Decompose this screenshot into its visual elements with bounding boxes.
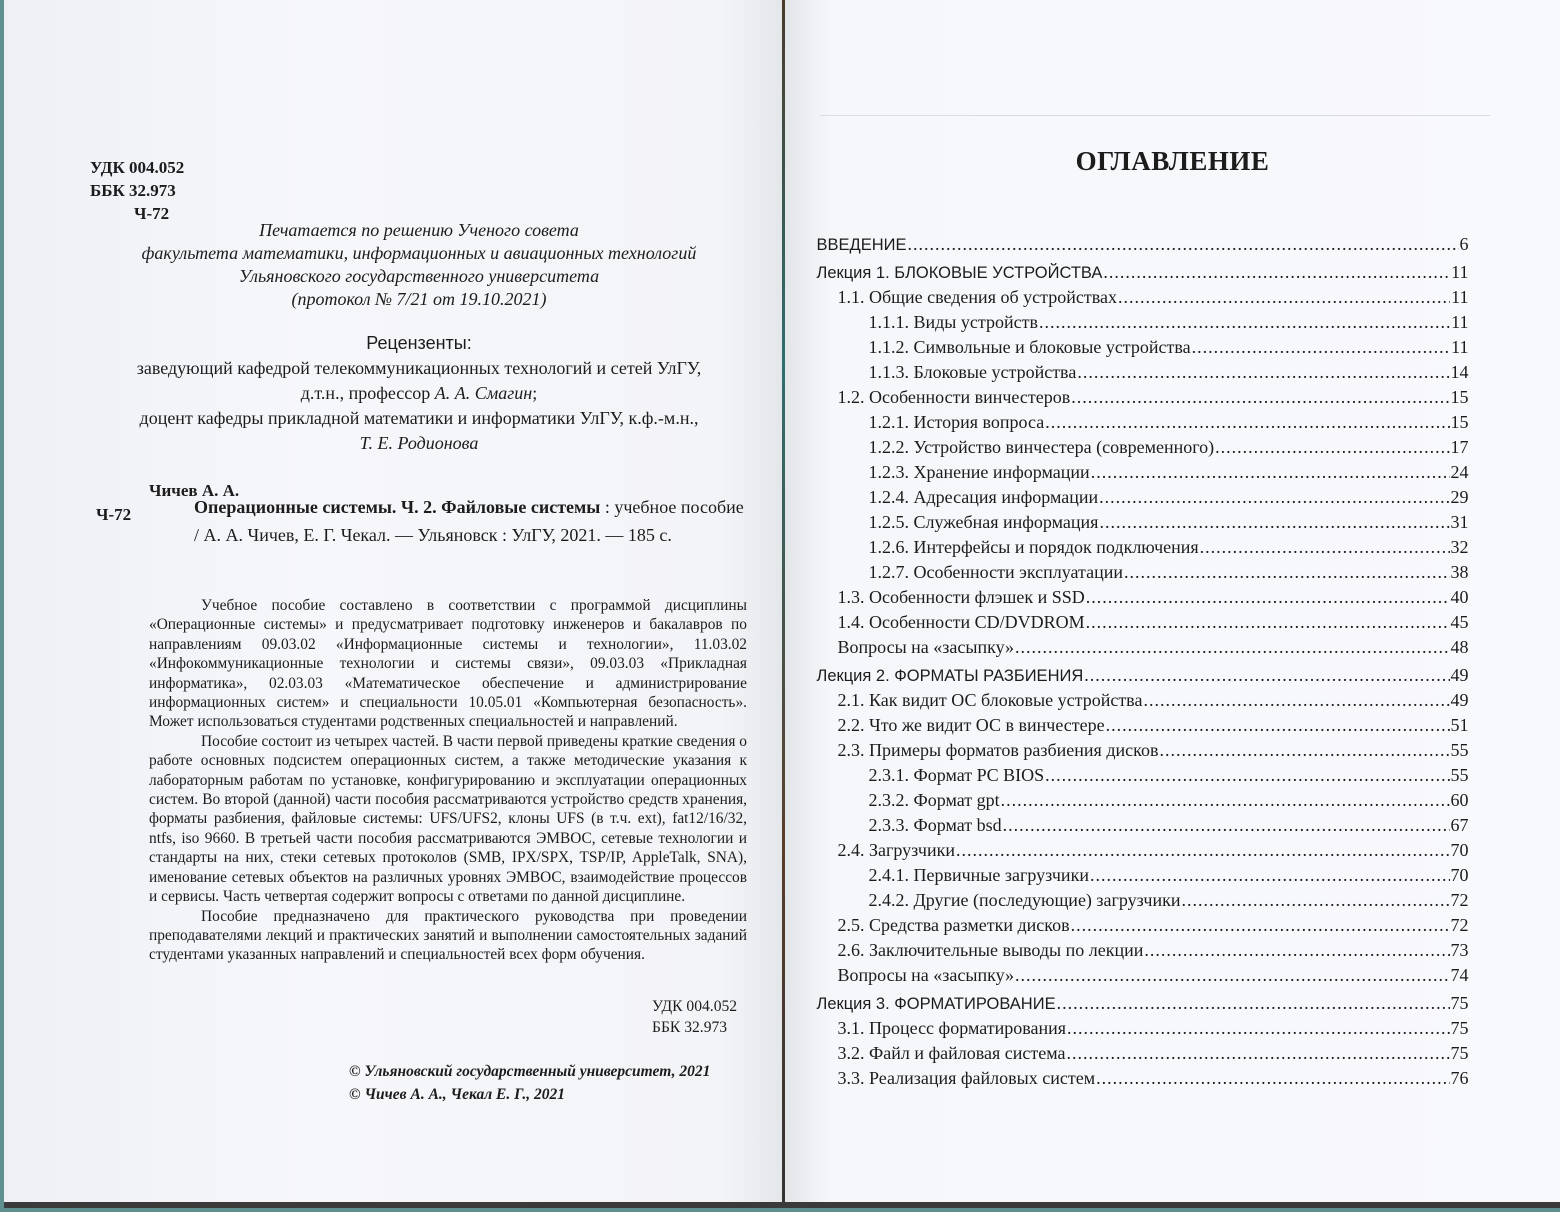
toc-entry-label: Лекция 3. ФОРМАТИРОВАНИЕ xyxy=(816,995,1056,1013)
toc-dot-leader xyxy=(1099,510,1449,535)
toc-entry xyxy=(817,635,1469,660)
toc-dot-leader xyxy=(1077,360,1449,385)
toc-dot-leader xyxy=(1090,863,1450,888)
toc-dot-leader xyxy=(1084,663,1449,688)
toc-dot-leader xyxy=(1159,738,1449,763)
toc-entry xyxy=(817,460,1469,485)
toc-entry-label: 1.1.2. Символьные и блоковые устройства xyxy=(868,337,1191,357)
left-page xyxy=(4,0,782,1208)
toc-entry-page: 67 xyxy=(1450,815,1469,835)
toc-entry xyxy=(817,510,1469,535)
toc-entry-page: 24 xyxy=(1450,462,1469,482)
toc-entry xyxy=(817,738,1469,763)
toc-entry-label: 1.2.7. Особенности эксплуатации xyxy=(868,562,1123,582)
toc-entry-label: 1.2.6. Интерфейсы и порядок подключения xyxy=(868,537,1199,557)
right-page xyxy=(785,0,1560,1208)
toc-dot-leader xyxy=(1124,560,1450,585)
toc-entry-page: 75 xyxy=(1450,1043,1469,1063)
toc-entry-label: 3.2. Файл и файловая система xyxy=(837,1043,1066,1063)
approval-line: (протокол № 7/21 от 19.10.2021) xyxy=(291,289,547,309)
toc-entry-label: Вопросы на «засыпку» xyxy=(837,637,1015,657)
toc-dot-leader xyxy=(1045,410,1449,435)
toc-entry xyxy=(817,1066,1469,1091)
toc-dot-leader xyxy=(1118,285,1450,310)
toc-entry-label: 2.4.1. Первичные загрузчики xyxy=(868,865,1089,885)
toc-entry-label: 3.3. Реализация файловых систем xyxy=(837,1068,1096,1088)
toc-entry-label: 3.1. Процесс форматирования xyxy=(837,1018,1067,1038)
toc-dot-leader xyxy=(956,838,1450,863)
toc-entry-page: 31 xyxy=(1450,512,1469,532)
toc-dot-leader xyxy=(1103,260,1450,285)
toc-dot-leader xyxy=(1039,310,1450,335)
toc-entry-label: 1.2.2. Устройство винчестера (современного) xyxy=(868,437,1215,457)
reference-details: : учебное пособие / А. А. Чичев, Е. Г. Чекал. — Ульяновск : УлГУ, 2021. — 185 с. xyxy=(194,497,744,545)
reviewer-name: Т. Е. Родионова xyxy=(359,433,479,453)
toc-entry-label: 1.2.1. История вопроса xyxy=(868,412,1045,432)
abstract-paragraph: Пособие предназначено для практического руководства при проведении преподавателями лекций и практических занятий и выполнении самостоятельных заданий студентами указанных направлений и специальностей всех форм обучения. xyxy=(149,907,747,964)
toc-entry-page: 49 xyxy=(1450,665,1469,685)
reviewers-title: Рецензенты: xyxy=(366,333,472,353)
bbk-code: ББК 32.973 xyxy=(90,181,176,200)
toc-entry-page: 49 xyxy=(1450,690,1469,710)
toc-dot-leader xyxy=(1071,913,1450,938)
toc-entry xyxy=(817,913,1469,938)
toc-entry-page: 76 xyxy=(1450,1068,1469,1088)
toc-entry xyxy=(817,335,1469,360)
toc-entry-label: 2.6. Заключительные выводы по лекции xyxy=(837,940,1144,960)
classification-codes xyxy=(90,156,184,225)
toc-dot-leader xyxy=(1215,435,1449,460)
toc-entry xyxy=(817,385,1469,410)
toc-entry-page: 75 xyxy=(1450,993,1469,1013)
author-heading: Чичев А. А. xyxy=(149,481,240,500)
toc-dot-leader xyxy=(1015,635,1449,660)
toc-dot-leader xyxy=(1091,460,1450,485)
toc-entry xyxy=(817,1016,1469,1041)
toc-entry-label: 2.4.2. Другие (последующие) загрузчики xyxy=(868,890,1181,910)
toc-entry-page: 17 xyxy=(1450,437,1469,457)
toc-entry-label: 2.3.1. Формат PC BIOS xyxy=(868,765,1045,785)
toc-title: ОГЛАВЛЕНИЕ xyxy=(1075,146,1270,176)
approval-line: Ульяновского государственного университета xyxy=(238,266,600,286)
toc-entry-label: 1.3. Особенности флэшек и SSD xyxy=(837,587,1085,607)
toc-entry xyxy=(817,485,1469,510)
toc-entry-label: 1.4. Особенности CD/DVDROM xyxy=(837,612,1085,632)
toc-entry xyxy=(817,838,1469,863)
abstract-paragraph: Пособие состоит из четырех частей. В части первой приведены краткие сведения о работе основных подсистем операционных систем, а также методические указания к лабораторным работам по установке, конфигурированию и эксплуатации операционных систем. Во второй (данной) части пособия рассматриваются устройство средств хранения, форматы разбиения, файловые системы: UFS/UFS2, клоны UFS (в т.ч. ext), fat12/16/32, ntfs, iso 9660. В третьей части пособия рассматриваются ЭМВОС, сетевые технологии и стандарты на них, стеки сетевых протоколов (SMB, IPX/SPX, TSP/IP, AppleTalk, SNA), именование сетевых объектов на различных уровнях ЭМВОС, взаимодействие процессов и сервисы. Часть четвертая содержит вопросы с ответами по данной дисциплине. xyxy=(149,732,747,906)
toc-entry xyxy=(817,813,1469,838)
copyright xyxy=(349,1060,710,1106)
copyright-line: © Чичев А. А., Чекал Е. Г., 2021 xyxy=(349,1086,565,1103)
toc-entry xyxy=(817,435,1469,460)
toc-dot-leader xyxy=(907,232,1458,257)
classification-codes-bottom xyxy=(652,996,737,1038)
toc-entry-label: 1.1.3. Блоковые устройства xyxy=(868,362,1077,382)
toc-entry xyxy=(817,360,1469,385)
toc-entry xyxy=(817,963,1469,988)
udk-code: УДК 004.052 xyxy=(90,158,185,177)
reference-code: Ч-72 xyxy=(96,505,132,524)
scan-edge-shadow xyxy=(4,1202,1560,1208)
toc-entry xyxy=(817,610,1469,635)
toc-entry-page: 75 xyxy=(1450,1018,1469,1038)
toc-entry xyxy=(817,688,1469,713)
toc-dot-leader xyxy=(1071,385,1449,410)
toc-entry-label: 1.1.1. Виды устройств xyxy=(868,312,1038,332)
toc-entry xyxy=(817,713,1469,738)
toc-dot-leader xyxy=(1067,1016,1449,1041)
toc-entry xyxy=(817,410,1469,435)
toc-entry xyxy=(817,1041,1469,1066)
header-rule xyxy=(820,115,1491,116)
book-title: Операционные системы. Ч. 2. Файловые системы xyxy=(194,497,601,517)
toc-entry-page: 15 xyxy=(1450,387,1469,407)
toc-entry-page: 6 xyxy=(1459,234,1469,254)
toc-dot-leader xyxy=(1015,963,1449,988)
toc-entry-page: 48 xyxy=(1450,637,1469,657)
approval-line: Печатается по решению Ученого совета xyxy=(259,220,579,240)
toc-dot-leader xyxy=(1001,788,1450,813)
toc-entry-page: 72 xyxy=(1450,890,1469,910)
toc-entry-label: 2.4. Загрузчики xyxy=(837,840,955,860)
toc-entry-label: 1.2. Особенности винчестеров xyxy=(837,387,1071,407)
toc-entry-label: Лекция 1. БЛОКОВЫЕ УСТРОЙСТВА xyxy=(816,264,1103,282)
toc-dot-leader xyxy=(1144,938,1449,963)
table-of-contents xyxy=(817,232,1469,1091)
toc-dot-leader xyxy=(1182,888,1450,913)
toc-dot-leader xyxy=(1003,813,1450,838)
toc-entry-page: 11 xyxy=(1451,262,1469,282)
toc-dot-leader xyxy=(1057,991,1450,1016)
udk-code: УДК 004.052 xyxy=(652,998,738,1015)
toc-entry-page: 72 xyxy=(1450,915,1469,935)
bibliographic-reference xyxy=(194,493,744,549)
toc-entry-page: 15 xyxy=(1450,412,1469,432)
book-spread xyxy=(4,0,1560,1208)
toc-dot-leader xyxy=(1086,585,1450,610)
reviewers-block xyxy=(94,331,744,456)
toc-entry-page: 14 xyxy=(1450,362,1469,382)
toc-entry-label: 1.2.5. Служебная информация xyxy=(868,512,1099,532)
reviewer-line xyxy=(94,381,744,406)
toc-entry-label: 2.3.2. Формат gpt xyxy=(868,790,1000,810)
toc-entry-label: 2.1. Как видит ОС блоковые устройства xyxy=(837,690,1143,710)
toc-dot-leader xyxy=(1200,535,1450,560)
toc-entry-page: 38 xyxy=(1450,562,1469,582)
reviewer-line: доцент кафедры прикладной математики и информатики УлГУ, к.ф.-м.н., xyxy=(139,408,699,428)
toc-entry-page: 60 xyxy=(1450,790,1469,810)
toc-entry-label: 1.2.4. Адресация информации xyxy=(868,487,1099,507)
bbk-code: ББК 32.973 xyxy=(652,1019,728,1036)
toc-dot-leader xyxy=(1192,335,1451,360)
toc-entry-page: 55 xyxy=(1450,765,1469,785)
toc-entry xyxy=(817,888,1469,913)
toc-entry-page: 51 xyxy=(1450,715,1469,735)
toc-dot-leader xyxy=(1086,610,1450,635)
toc-entry-label: 1.2.3. Хранение информации xyxy=(868,462,1090,482)
toc-entry-label: 2.2. Что же видит ОС в винчестере xyxy=(837,715,1105,735)
toc-entry-page: 45 xyxy=(1450,612,1469,632)
toc-entry xyxy=(817,535,1469,560)
toc-entry-page: 70 xyxy=(1450,840,1469,860)
toc-entry-label: Вопросы на «засыпку» xyxy=(837,965,1015,985)
toc-entry-page: 11 xyxy=(1451,312,1469,332)
reviewer-line: заведующий кафедрой телекоммуникационных технологий и сетей УлГУ, xyxy=(136,358,702,378)
reviewer-name: А. А. Смагин xyxy=(434,383,533,403)
toc-dot-leader xyxy=(1099,485,1449,510)
toc-entry-page: 74 xyxy=(1450,965,1469,985)
toc-dot-leader xyxy=(1045,763,1449,788)
toc-entry xyxy=(817,663,1469,688)
approval-line: факультета математики, информационных и авиационных технологий xyxy=(141,243,697,263)
toc-entry-page: 70 xyxy=(1450,865,1469,885)
approval-note xyxy=(94,219,744,311)
toc-entry xyxy=(817,260,1469,285)
toc-dot-leader xyxy=(1143,688,1449,713)
toc-entry xyxy=(817,285,1469,310)
toc-entry-label: ВВЕДЕНИЕ xyxy=(816,236,907,254)
copyright-line: © Ульяновский государственный университет, 2021 xyxy=(349,1063,711,1080)
toc-entry-page: 55 xyxy=(1450,740,1469,760)
reviewer-punct: ; xyxy=(532,383,538,403)
toc-entry-page: 40 xyxy=(1450,587,1469,607)
toc-dot-leader xyxy=(1106,713,1450,738)
toc-entry-label: Лекция 2. ФОРМАТЫ РАЗБИЕНИЯ xyxy=(816,667,1084,685)
reviewer-degree: д.т.н., профессор xyxy=(300,383,435,403)
toc-entry-page: 11 xyxy=(1451,287,1469,307)
reviewer-line xyxy=(94,431,744,456)
toc-entry xyxy=(817,863,1469,888)
toc-entry-label: 1.1. Общие сведения об устройствах xyxy=(837,287,1117,307)
toc-entry xyxy=(817,763,1469,788)
toc-entry-page: 29 xyxy=(1450,487,1469,507)
abstract xyxy=(149,596,747,965)
author-code: Ч-72 xyxy=(134,204,170,223)
toc-entry xyxy=(817,560,1469,585)
toc-entry xyxy=(817,232,1469,257)
toc-entry-label: 2.5. Средства разметки дисков xyxy=(837,915,1070,935)
toc-entry xyxy=(817,788,1469,813)
toc-entry-page: 32 xyxy=(1450,537,1469,557)
toc-entry xyxy=(817,310,1469,335)
toc-entry xyxy=(817,991,1469,1016)
toc-entry-label: 2.3. Примеры форматов разбиения дисков xyxy=(837,740,1159,760)
toc-dot-leader xyxy=(1096,1066,1449,1091)
toc-entry-page: 11 xyxy=(1451,337,1469,357)
toc-entry xyxy=(817,938,1469,963)
toc-entry xyxy=(817,585,1469,610)
toc-entry-label: 2.3.3. Формат bsd xyxy=(868,815,1002,835)
toc-entry-page: 73 xyxy=(1450,940,1469,960)
toc-dot-leader xyxy=(1066,1041,1449,1066)
abstract-paragraph: Учебное пособие составлено в соответствии с программой дисциплины «Операционные системы» и предусматривает подготовку инженеров и бакалавров по направлениям 09.03.02 «Информационные системы и технологии», 11.03.02 «Инфокоммуникационные технологии и системы связи», 09.03.03 «Прикладная информатика», 02.03.03 «Математическое обеспечение и администрирование информационных систем» и специальности 10.05.01 «Компьютерная безопасность». Может использоваться студентами родственных специальностей и направлений. xyxy=(149,597,747,731)
